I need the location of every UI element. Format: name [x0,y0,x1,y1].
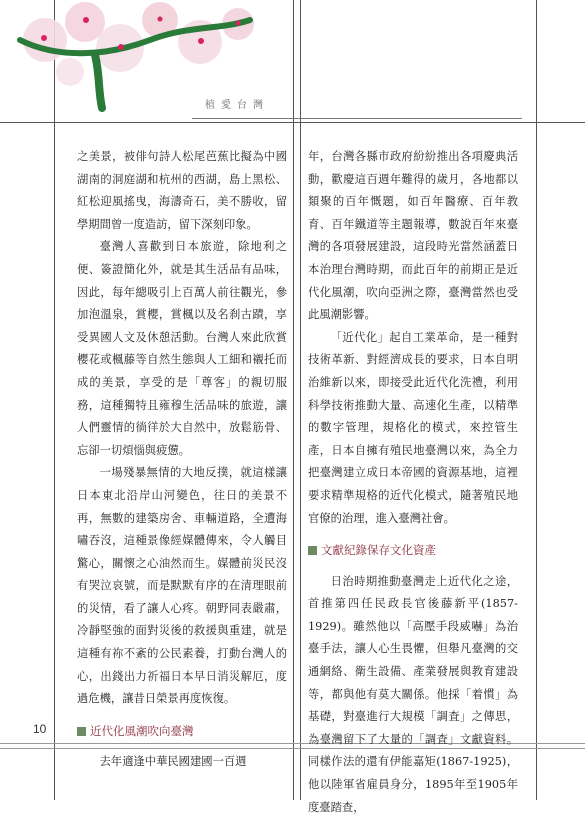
heading-marker-icon [77,727,86,736]
left-paragraph-3: 一場殘暴無情的大地反撲，就這樣讓日本東北沿岸山河變色，往日的美景不再，無數的建築房舍、車輛道路，全遭海嘯吞沒，這種景像經媒體傳來，令人觸目驚心，關懷之心油然而生。媒體前災民沒有哭泣哀號，而是默默有序的在清理眼前的災情，看了讓人心疼。朝野同表嚴肅，冷靜堅強的面對災後的救援與重建，就是這種有祢不紊的公民素養，打動台灣人的心，出錢出力祈福日本早日消災解厄，度過危機，讓昔日榮景再度恢復。 [77,466,287,706]
right-heading-text: 文獻紀錄保存文化資產 [321,543,436,558]
right-section-heading [308,539,518,562]
crop-line-left [54,0,55,800]
heading-marker-icon [308,546,317,555]
right-paragraph-1: 年，台灣各縣市政府紛紛推出各項慶典活動，歡慶這百週年難得的歲月，各地都以類聚的百年慨題，如百年醫療、百年教育、百年鐵道等主題報導，數說百年來臺灣的各項發展建設，這段時光當然涵蓋日本治理台灣時期，而此百年的前期正是近代化風潮，吹向亞洲之際，臺灣當然也受此風潮影響。 [308,150,518,322]
left-heading-text: 近代化風潮吹向臺灣 [90,723,194,738]
cherry-blossom-illustration [0,0,330,112]
left-paragraph-4: 去年適逢中華民國建國一百週 [99,755,247,769]
crop-line-gutter-right [300,0,301,800]
section-rule [192,118,522,119]
crop-line-top [0,122,585,123]
crop-line-gutter-left [293,0,294,800]
page-number: 10 [33,722,47,736]
left-section-heading [77,720,287,743]
right-paragraph-2: 「近代化」起自工業革命，是一種對技術革新、對經濟成長的要求，日本自明治維新以來，即接受此近代化洗禮，利用科學技術推動大量、高速化生產，以精準的數字管理，規格化的模式，來控管生產，日本自擁有殖民地臺灣以來，為全力把臺灣建立成日本帝國的資源基地，這裡要求精準規格的近代化模式，隨著殖民地官僚的治理，進入臺灣社會。 [308,330,518,525]
left-paragraph-1: 之美景，被俳句詩人松尾芭蕉比擬為中國湖南的洞庭湖和杭州的西湖，島上黑松、紅松迎風搖曳，海濤奇石，美不勝收，留學期間曾一度造訪，留下深刻印象。 [77,150,287,231]
section-label: 植愛台灣 [205,100,269,111]
left-paragraph-2: 臺灣人喜歡到日本旅遊，除地利之便、簽證簡化外，就是其生活品有品味，因此，每年總吸引上百萬人前往觀光，參加泡溫泉，賞櫻，賞楓以及名刹古蹟，享受異國人文及休憩活動。台灣人來此欣賞櫻花或楓藤等自然生態與人工細和襯托而成的美景，享受的是「尊客」的親切服務，這種獨特且雍穆生活品味的旅遊，讓人們靈情的徜徉於大自然中，放鬆筋骨、忘卻一切煩惱與疲憊。 [77,240,287,457]
left-column [77,146,287,774]
right-paragraph-3: 日治時期推動臺灣走上近代化之途，首推第四任民政長官後藤新平(1857-1929)。雖然他以「高壓手段威嚇」為治臺手法，讓人心生畏懼，但舉凡臺灣的交通網絡、衛生設備、產業發展與教育建設等，都與他有莫大關係。他採「着慣」為基礎，對臺進行大規模「調査」之傳思，為臺灣留下了大量的「調査」文獻資料。同樣作法的還有伊能嘉矩(1867-1925)，他以陸軍省雇員身分，1895年至1905年度臺踏查， [308,574,518,814]
crop-line-right [536,0,537,800]
right-column [308,146,518,819]
